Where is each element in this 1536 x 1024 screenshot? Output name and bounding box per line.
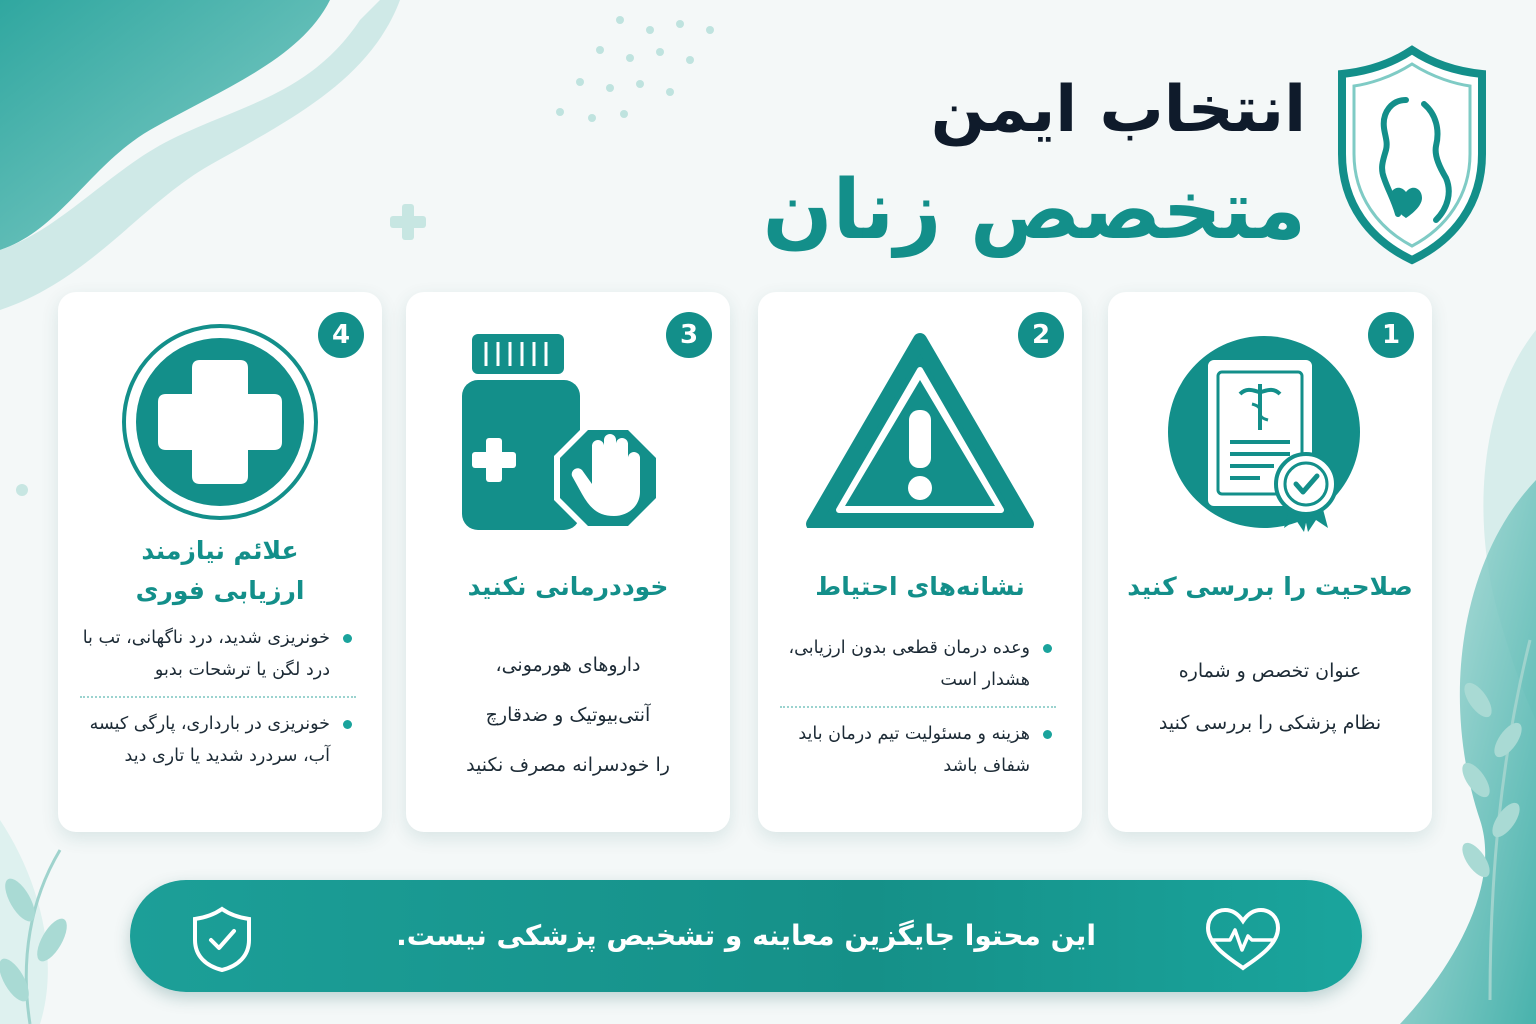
card-urgent-symptoms xyxy=(58,292,382,832)
title-line-2: متخصص زنان xyxy=(762,163,1306,258)
card-title: صلاحیت را بررسی کنید xyxy=(1127,572,1413,601)
card-bullet-list xyxy=(780,632,1056,782)
card-no-self-medication xyxy=(406,292,730,832)
card-text-line-1: داروهای هورمونی، xyxy=(495,654,641,676)
card-warning-signs xyxy=(758,292,1082,832)
card-title-line-2: ارزیابی فوری xyxy=(135,576,305,605)
medical-certificate-icon xyxy=(1160,328,1380,538)
heart-pulse-icon xyxy=(1202,906,1284,972)
card-number-badge: 2 xyxy=(1018,312,1064,358)
shield-check-icon xyxy=(192,906,252,972)
list-item: خونریزی شدید، درد ناگهانی، تب با درد لگن یا ترشحات بدبو xyxy=(80,622,356,686)
disclaimer-text: این محتوا جایگزین معاینه و تشخیص پزشکی نیست. xyxy=(396,919,1096,952)
card-number-badge: 4 xyxy=(318,312,364,358)
card-text-line-1: عنوان تخصص و شماره xyxy=(1178,660,1362,682)
card-title: خوددرمانی نکنید xyxy=(467,572,669,601)
list-item: خونریزی در بارداری، پارگی کیسه آب، سردرد شدید یا تاری دید xyxy=(80,708,356,772)
card-text-line-2: آنتی‌بیوتیک و ضدقارچ xyxy=(485,704,651,726)
warning-triangle-icon xyxy=(805,328,1035,528)
card-number-badge: 1 xyxy=(1368,312,1414,358)
card-number-badge: 3 xyxy=(666,312,712,358)
list-item: وعده درمان قطعی بدون ارزیابی، هشدار است xyxy=(780,632,1056,696)
list-item: هزینه و مسئولیت تیم درمان باید شفاف باشد xyxy=(780,718,1056,782)
card-bullet-list xyxy=(80,622,356,772)
card-title-line-1: علائم نیازمند xyxy=(141,536,299,565)
card-check-qualification xyxy=(1108,292,1432,832)
medicine-bottle-stop-icon xyxy=(458,328,678,538)
shield-pregnant-woman-heart-icon xyxy=(1336,44,1488,266)
card-text-line-3: را خودسرانه مصرف نکنید xyxy=(466,754,670,776)
page-title xyxy=(606,70,1306,266)
medical-cross-icon xyxy=(120,322,320,522)
disclaimer-banner xyxy=(130,880,1362,992)
card-title: نشانه‌های احتیاط xyxy=(815,572,1025,601)
title-line-1: انتخاب ایمن xyxy=(930,73,1306,147)
card-text-line-2: نظام پزشکی را بررسی کنید xyxy=(1158,712,1382,734)
